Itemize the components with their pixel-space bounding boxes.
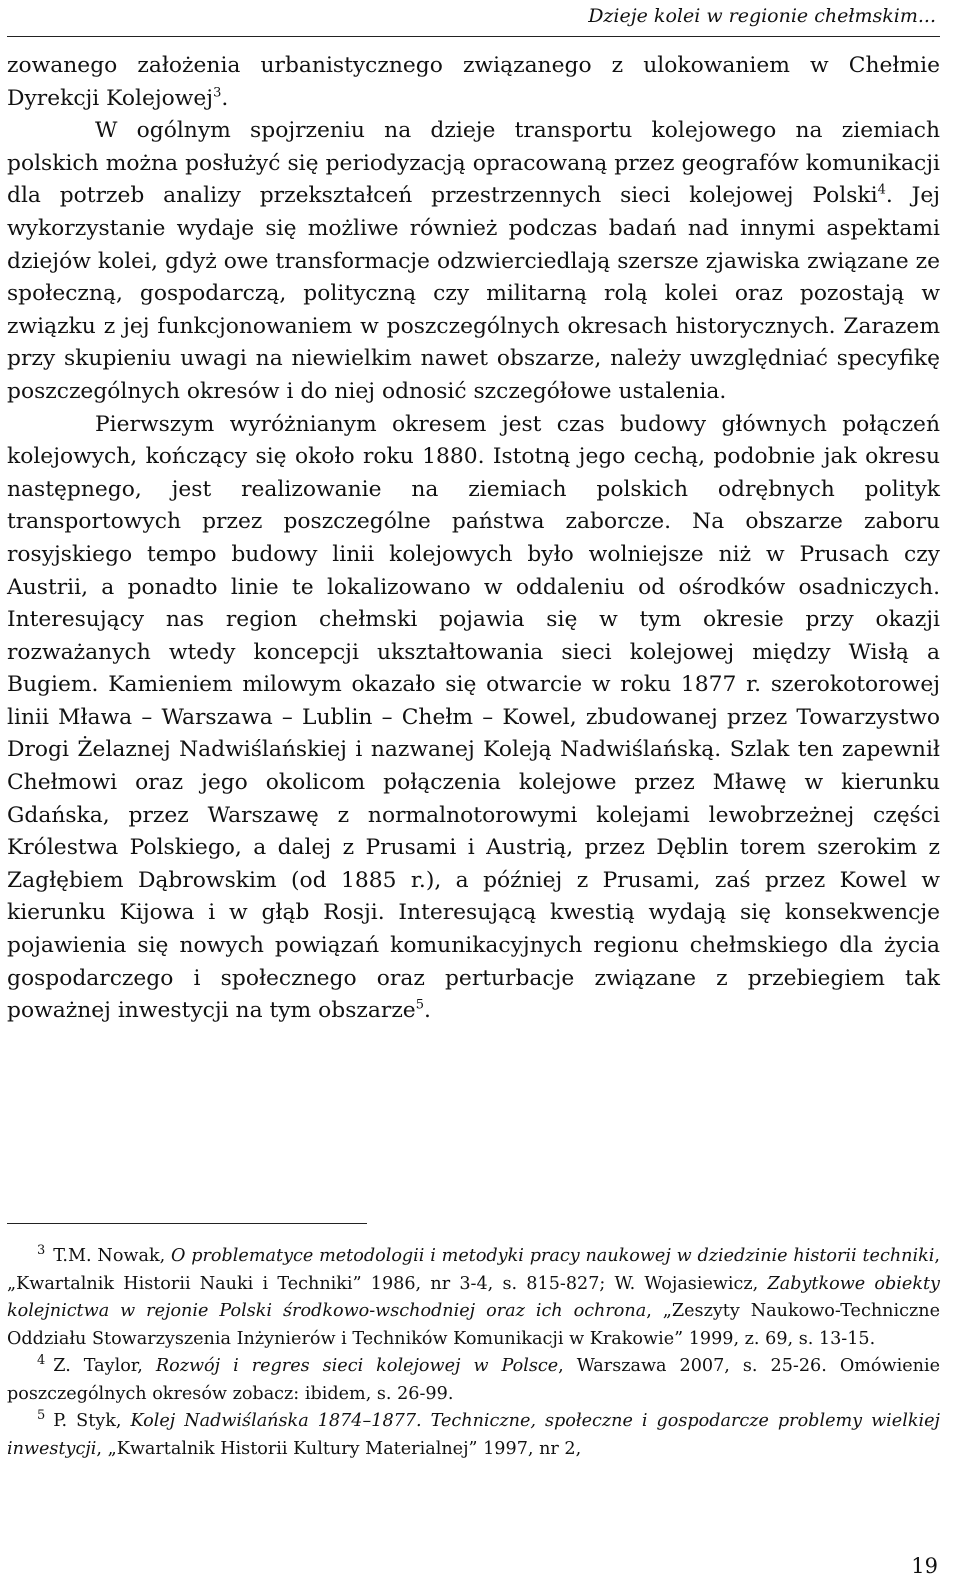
paragraph-1-text: zowanego założenia urbanistycznego związanego z ulokowaniem w Chełmie Dyrekcji Kolejowej [7,53,940,111]
footnote-text: , Warszawa 2007, s. 25-26. Omówienie poszczególnych okresów zobacz: ibidem, s. 26-99. [7,1356,940,1404]
footnote-text: , „Zeszyty Naukowo-Techniczne Oddziału Stowarzyszenia Inżynierów i Techników Komunikacji w Krakowie” 1999, z. 69, s. 13-15. [7,1301,940,1349]
footnote-3: 3 T.M. Nowak, O problematyce metodologii i metodyki pracy naukowej w dziedzinie historii techniki, „Kwartalnik Historii Nauki i Techniki” 1986, nr 3-4, s. 815-827; W. Wojasiewicz, Zabytkowe obiekty kolejnictwa w rejonie Polski środkowo-wschodniej oraz ich ochrona, „Zeszyty Naukowo-Techniczne Oddziału Stowarzyszenia Inżynierów i Techników Komunikacji w Krakowie” 1999, z. 69, s. 13-15. [7,1243,940,1349]
footnote-text: , „Kwartalnik Historii Kultury Materialnej” 1997, nr 2, [96,1438,582,1459]
footnotes [7,1243,940,1463]
header-rule [7,36,940,37]
body-text [7,50,940,1028]
footnote-text: T.M. Nowak, [53,1246,172,1266]
page-number: 19 [911,1554,938,1578]
paragraph-2-text-a: W ogólnym spojrzeniu na dzieje transportu kolejowego na ziemiach polskich można posłużyć się periodyzacją opracowaną przez geografów komunikacji dla potrzeb analizy przekształceń przestrzennych sieci kolejowej Polski [7,118,940,209]
footnote-text: Z. Taylor, [53,1356,156,1376]
footnote-4: 4 Z. Taylor, Rozwój i regres sieci kolejowej w Polsce, Warszawa 2007, s. 25-26. Omówienie poszczególnych okresów zobacz: ibidem, s. 26-99. [7,1353,940,1404]
footnote-text: , „Kwartalnik Historii Nauki i Techniki” 1986, nr 3-4, s. 815-827; W. Wojasiewicz, [7,1246,940,1294]
footnote-5: 5 P. Styk, Kolej Nadwiślańska 1874–1877. Techniczne, społeczne i gospodarcze problemy wielkiej inwestycji, „Kwartalnik Historii Kultury Materialnej” 1997, nr 2, [7,1408,940,1459]
footnote-ref-5[interactable]: 5 [415,997,424,1013]
footnote-ref-4[interactable]: 4 [877,183,886,199]
footnote-title: Rozwój i regres sieci kolejowej w Polsce [155,1356,559,1376]
paragraph-2-text-b: . Jej wykorzystanie wydaje się możliwe również podczas badań nad innymi aspektami dziejów kolei, gdyż owe transformacje odzwierciedlają szersze zjawiska związane ze społeczną, gospodarczą, polityczną czy militarną rolą kolei oraz pozostają w związku z jej funkcjonowaniem w poszczególnych okresach historycznych. Zarazem przy skupieniu uwagi na niewielkim nawet obszarze, należy uwzględniać specyfikę poszczególnych okresów i do niej odnosić szczegółowe ustalenia. [7,183,940,404]
footnote-title: O problematyce metodologii i metodyki pracy naukowej w dziedzinie historii techniki [171,1246,935,1266]
paragraph-2 [7,115,940,408]
document-page [7,0,940,1592]
footnote-text: P. Styk, [53,1411,131,1431]
paragraph-3-text: Pierwszym wyróżnianym okresem jest czas budowy głównych połączeń kolejowych, kończący się około roku 1880. Istotną jego cechą, podobnie jak okresu następnego, jest realizowanie na ziemiach polskich odrębnych polityk transportowych przez poszczególne państwa zaborcze. Na obszarze zaboru rosyjskiego tempo budowy linii kolejowych było wolniejsze niż w Prusach czy Austrii, a ponadto linie te lokalizowano w oddaleniu od ośrodków osadniczych. Interesujący nas region chełmski pojawia się w tym okresie przy okazji rozważanych wtedy koncepcji ukształtowania sieci kolejowej między Wisłą a Bugiem. Kamieniem milowym okazało się otwarcie w roku 1877 r. szerokotorowej linii Mława – Warszawa – Lublin – Chełm – Kowel, zbudowanej przez Towarzystwo Drogi Żelaznej Nadwiślańskiej i nazwanej Koleją Nadwiślańską. Szlak ten zapewnił Chełmowi oraz jego okolicom połączenia kolejowe przez Mławę w kierunku Gdańska, przez Warszawę z normalnotorowymi kolejami lewobrzeżnej części Królestwa Polskiego, a dalej z Prusami i Austrią, przez Dęblin torem szerokim z Zagłębiem Dąbrowskim (od 1885 r.), a później z Prusami, zaś przez Kowel w kierunku Kijowa i w głąb Rosji. Interesującą kwestią wydają się konsekwencje pojawienia się nowych powiązań komunikacyjnych regionu chełmskiego dla życia gospodarczego i społecznego oraz perturbacje związane z przebiegiem tak poważnej inwestycji na tym obszarze [7,411,940,1024]
footnote-title: Zabytkowe obiekty kolejnictwa w rejonie Polski środkowo-wschodniej oraz ich ochrona [7,1273,940,1321]
footnote-ref-3[interactable]: 3 [213,85,222,101]
paragraph-1-end: . [221,85,229,111]
footnote-separator [7,1223,367,1224]
paragraph-1 [7,50,940,115]
paragraph-3-end: . [423,998,431,1024]
running-header: Dzieje kolei w regionie chełmskim... [588,5,936,27]
paragraph-3 [7,409,940,1028]
footnote-title: Kolej Nadwiślańska 1874–1877. Techniczne, społeczne i gospodarcze problemy wielkiej inwestycji [7,1411,940,1459]
